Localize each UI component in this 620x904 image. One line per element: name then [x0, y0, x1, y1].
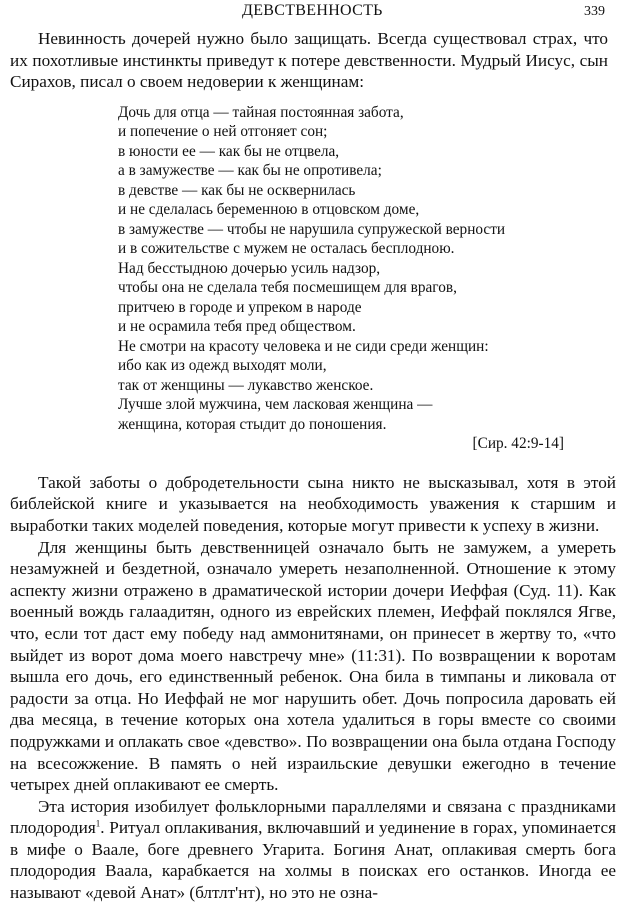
paragraph-text: Эта история изобилует фольклорными параллелями и связана с праздниками плодородия: [10, 796, 616, 838]
quote-line: а в замужестве — как бы не опротивела;: [118, 162, 382, 180]
quote-line: женщина, которая стыдит до поношения.: [118, 415, 387, 433]
body-paragraph: Такой заботы о добродетельности сына никто не высказывал, хотя в этой библейской книге и указывается на необходимость уважения к старшим и выработки таких моделей поведения, которые могут привести к успеху в жизни.: [10, 472, 616, 535]
page-body: [0, 28, 620, 904]
quote-line: Не смотри на красоту человека и не сиди среди женщин:: [118, 337, 489, 355]
page-header: [0, 0, 620, 26]
quote-line: в девстве — как бы не осквернилась: [118, 181, 356, 199]
body-paragraph-with-footnote: [0, 796, 620, 904]
quote-citation: [Сир. 42:9-14]: [472, 435, 564, 453]
quote-line: в юности ее — как бы не отцвела,: [118, 142, 340, 160]
page-number: 339: [584, 4, 605, 19]
quote-line: Лучше злой мужчина, чем ласковая женщина —: [118, 396, 433, 414]
quote-line: и в сожительстве с мужем не осталась бесплодною.: [118, 240, 455, 258]
intro-paragraph: Невинность дочерей нужно было защищать. Всегда существовал страх, что их похотливые инстинкты приведут к потере девственности. Мудрый Иисус, сын Сирахов, писал о своем недоверии к женщинам:: [10, 29, 608, 92]
quote-line: притчею в городе и упреком в народе: [118, 298, 362, 316]
quote-line: Над бесстыдною дочерью усиль надзор,: [118, 259, 381, 277]
quote-line: в замужестве — чтобы не нарушила супружеской верности: [118, 220, 506, 238]
quote-line: и не сделалась беременною в отцовском доме,: [118, 201, 420, 219]
quote-line: ибо как из одежд выходят моли,: [118, 357, 327, 375]
spacer: [0, 454, 620, 472]
quote-line: Дочь для отца — тайная постоянная забота,: [118, 103, 404, 121]
quote-line: и попечение о ней отгоняет сон;: [118, 123, 328, 141]
quote-line: чтобы она не сделала тебя посмешищем для врагов,: [118, 279, 457, 297]
body-paragraph: Для женщины быть девственницей означало быть не замужем, а умереть незамужней и бездетной, означало умереть незаполненной. Отношение к этому аспекту жизни отражено в драматической истории дочери Иеффая (Суд. 11). Как военный вождь галаадитян, одного из еврейских племен, Иеффай поклялся Ягве, что, если тот даст ему победу над аммонитянами, он принесет в жертву то, «что выйдет из ворот дома моего навстречу мне» (11:31). По возвращении к воротам вышла его дочь, его единственный ребенок. Она била в тимпаны и ликовала от радости за отца. Но Иеффай не мог нарушить обет. Дочь попросила даровать ей два месяца, в течение которых она хотела удалиться в горы вместе со своими подружками и оплакать свое «девство». По возвращении она была отдана Господу на всесожжение. В память о ней израильские девушки ежегодно в течение четырех дней оплакивают ее смерть.: [10, 537, 616, 795]
quote-line: и не осрамила тебя пред обществом.: [118, 318, 356, 336]
paragraph-text: . Ритуал оплакивания, включавший и уединение в горах, упоминается в мифе о Ваале, боге древнего Угарита. Богиня Анат, оплакивая смерть бога плодородия Ваала, карабкается на холмы в поисках его останков. Иногда ее называют «девой Анат» (блтлт'нт), но это не озна-: [10, 818, 616, 903]
running-head: ДЕВСТВЕННОСТЬ: [242, 2, 383, 19]
footnote-reference[interactable]: 1: [95, 818, 101, 829]
quote-line: так от женщины — лукавство женское.: [118, 376, 374, 394]
scripture-quote: [0, 103, 620, 435]
